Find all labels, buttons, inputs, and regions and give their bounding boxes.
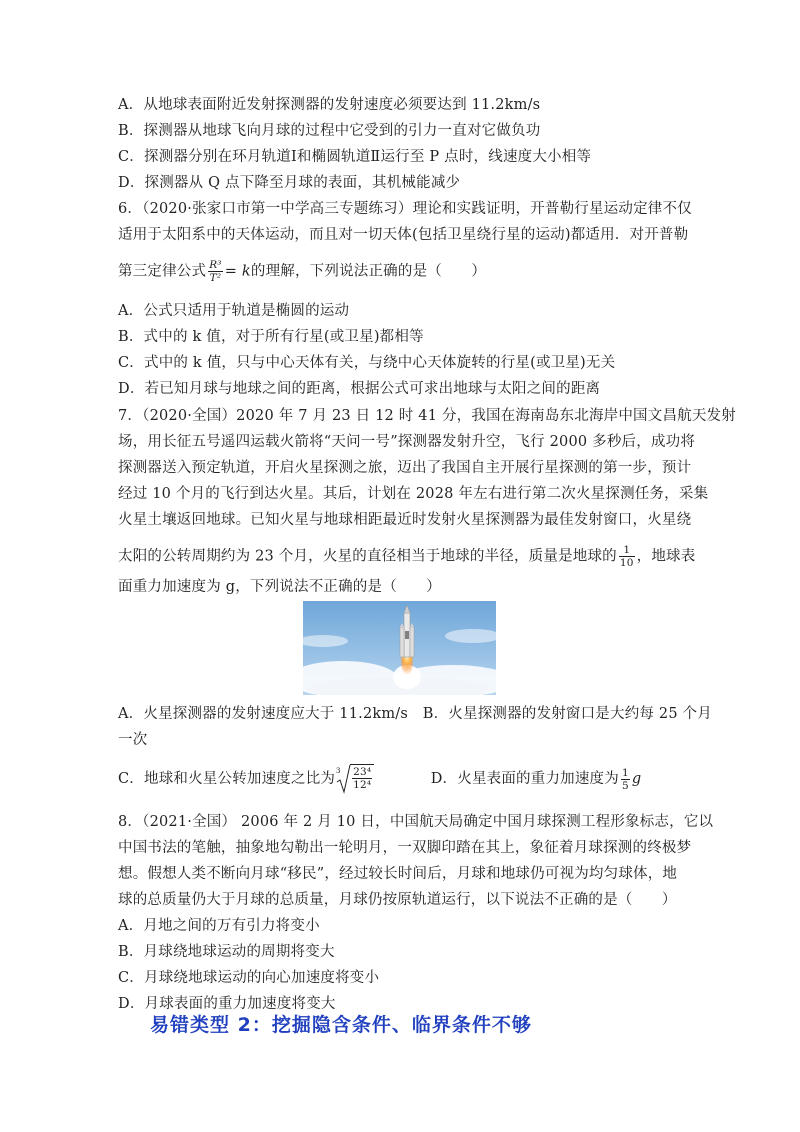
q6-option-d: D．若已知月球与地球之间的距离，根据公式可求出地球与太阳之间的距离 xyxy=(118,381,601,397)
cube-root-numerator: 23⁴ xyxy=(353,766,372,778)
q8-option-a: A．月地之间的万有引力将变小 xyxy=(118,918,320,934)
q7-option-a-b-row xyxy=(118,703,712,725)
q5-option-d: D．探测器从 Q 点下降至月球的表面，其机械能减少 xyxy=(118,175,461,191)
gravity-numerator: 1 xyxy=(621,766,629,779)
mass-ratio-numerator: 1 xyxy=(619,544,635,557)
q6-stem-line2: 适用于太阳系中的天体运动，而且对一切天体(包括卫星绕行星的运动)都适用．对开普勒 xyxy=(118,227,689,243)
q6-stem-text: 第三定律公式 xyxy=(118,263,207,280)
mass-ratio-fraction xyxy=(619,544,635,569)
q7-stem-text-end: ，地球表 xyxy=(636,548,696,565)
q8-option-b: B．月球绕地球运动的周期将变大 xyxy=(118,944,335,960)
q6-stem-line1: 6．（2020·张家口市第一中学高三专题练习）理论和实践证明，开普勒行星运动定律不仅 xyxy=(118,201,692,217)
q7-option-b: B．火星探测器的发射窗口是大约每 25 个月 xyxy=(422,706,712,722)
rocket-launch-image xyxy=(303,601,496,695)
q5-option-c: C．探测器分别在环月轨道Ⅰ和椭圆轨道Ⅱ运行至 P 点时，线速度大小相等 xyxy=(118,149,592,165)
kepler-formula xyxy=(208,259,223,284)
gravity-denominator: 5 xyxy=(621,779,629,792)
mass-ratio-denominator: 10 xyxy=(619,557,634,569)
q8-option-c: C．月球绕地球运动的向心加速度将变小 xyxy=(118,970,380,986)
q6-stem-question: 的理解，下列说法正确的是（ ） xyxy=(250,263,487,280)
q7-stem-line1: 7．（2020·全国）2020 年 7 月 23 日 12 时 41 分，我国在海南岛东北海岸中国文昌航天发射 xyxy=(118,408,736,424)
kepler-formula-numerator: R³ xyxy=(209,259,222,271)
q8-stem-line2: 中国书法的笔触，抽象地勾勒出一轮明月，一双脚印踏在其上，象征着月球探测的终极梦 xyxy=(118,840,692,856)
q8-stem-line3: 想。假想人类不断向月球“移民”，经过较长时间后，月球和地球仍可视为均匀球体，地 xyxy=(118,866,678,882)
q8-option-d: D．月球表面的重力加速度将变大 xyxy=(118,996,336,1012)
q6-stem-line3 xyxy=(118,259,486,284)
q7-option-b-cont: 一次 xyxy=(118,732,148,748)
q5-option-a: A．从地球表面附近发射探测器的发射速度必须要达到 11.2km/s xyxy=(118,97,541,113)
q7-stem-line4: 经过 10 个月的飞行到达火星。其后，计划在 2028 年左右进行第二次火星探测任务，采集 xyxy=(118,486,709,502)
q7-stem-text: 太阳的公转周期约为 23 个月，火星的直径相当于地球的半径，质量是地球的 xyxy=(118,548,617,565)
q7-option-a: A．火星探测器的发射速度应大于 11.2km/s xyxy=(118,706,409,722)
q8-stem-line4: 球的总质量仍大于月球的总质量，月球仍按原轨道运行，以下说法不正确的是（ ） xyxy=(118,892,677,908)
kepler-formula-equals: = k xyxy=(224,263,251,280)
svg-text:3: 3 xyxy=(336,767,341,775)
q7-option-d: D．火星表面的重力加速度为 xyxy=(430,771,619,787)
gravity-symbol: g xyxy=(631,771,642,787)
q8-stem-line1: 8．（2021·全国） 2006 年 2 月 10 日，中国航天局确定中国月球探测工程形象标志，它以 xyxy=(118,814,714,830)
kepler-formula-denominator: T² xyxy=(209,272,222,284)
cube-root-expression xyxy=(335,764,387,794)
cube-root-sign-icon xyxy=(335,764,351,794)
section-heading: 易错类型 2：挖掘隐含条件、临界条件不够 xyxy=(150,1014,532,1036)
q7-option-c: C．地球和火星公转加速度之比为 xyxy=(118,771,336,787)
q6-option-c: C．式中的 k 值，只与中心天体有关，与绕中心天体旋转的行星(或卫星)无关 xyxy=(118,355,616,371)
cube-root-denominator: 12⁴ xyxy=(353,779,372,791)
cube-root-fraction xyxy=(350,764,374,791)
q6-option-b: B．式中的 k 值，对于所有行星(或卫星)都相等 xyxy=(118,329,424,345)
rocket-launch-photo xyxy=(303,601,496,695)
q7-stem-line2: 场，用长征五号遥四运载火箭将“天问一号”探测器发射升空，飞行 2000 多秒后，成功将 xyxy=(118,434,696,450)
q6-option-a: A．公式只适用于轨道是椭圆的运动 xyxy=(118,303,350,319)
q7-stem-line5: 火星土壤返回地球。已知火星与地球相距最近时发射火星探测器为最佳发射窗口，火星绕 xyxy=(118,512,692,528)
q7-stem-line6 xyxy=(118,544,695,569)
gravity-fraction xyxy=(621,767,630,792)
q7-stem-line3: 探测器送入预定轨道，开启火星探测之旅，迈出了我国自主开展行星探测的第一步，预计 xyxy=(118,460,692,476)
q7-stem-line7: 面重力加速度为 g，下列说法不正确的是（ ） xyxy=(118,579,441,595)
q5-option-b: B．探测器从地球飞向月球的过程中它受到的引力一直对它做负功 xyxy=(118,123,541,139)
q7-option-c-row xyxy=(118,764,641,794)
